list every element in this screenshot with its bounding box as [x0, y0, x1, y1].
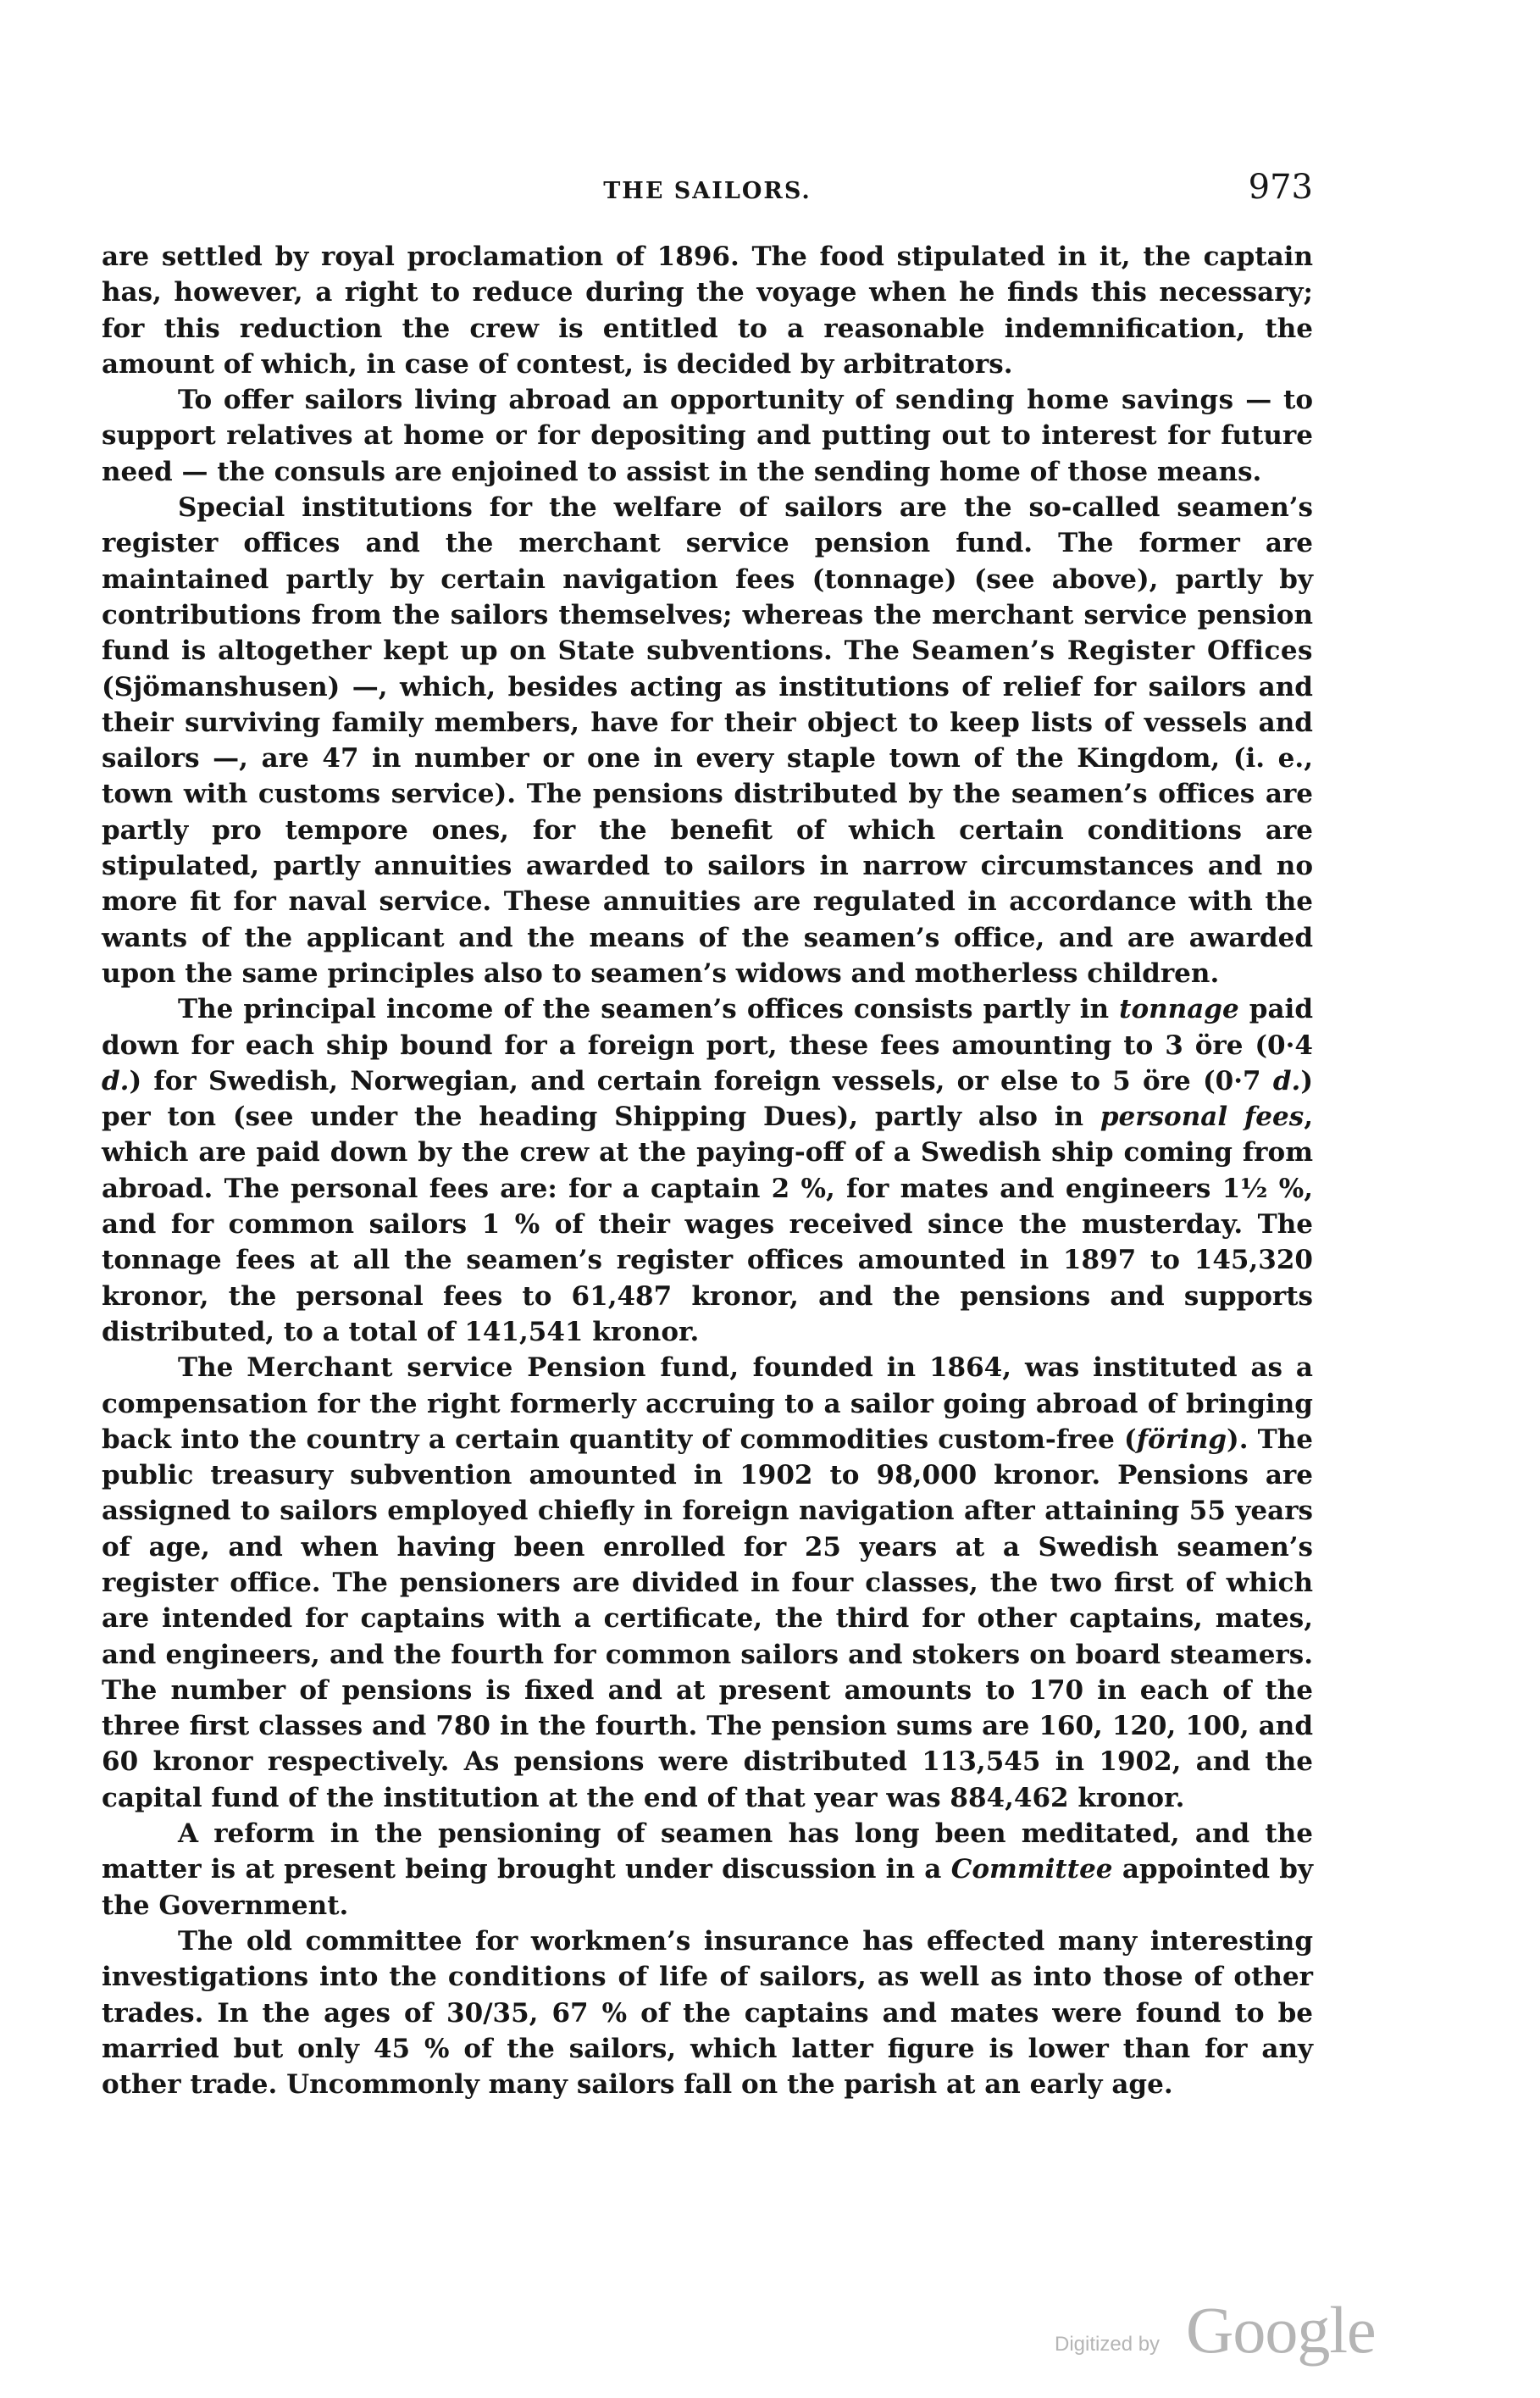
italic-term: d.	[102, 1065, 130, 1096]
running-title: THE SAILORS.	[603, 178, 812, 204]
paragraph-conditions-of-life	[102, 1923, 1313, 2102]
text-run: A reform in the pensioning of seamen has long been meditated, and the matter is at present being brought under discussion in a	[102, 1818, 1313, 1885]
paragraph-food-provisions	[102, 239, 1313, 382]
text-run: The old committee for workmen’s insurance has effected many interesting investigations into the	[102, 1925, 1313, 1993]
page-header	[102, 168, 1313, 219]
text-run: — to support relatives at home or for depositing and putting out to interest for future need — the consuls are enjoined to assist in the sending home of those means.	[102, 385, 1314, 487]
bold-term: sending home savings	[895, 385, 1234, 416]
paragraph-welfare-institutions	[102, 490, 1313, 991]
text-run: Special institutions for the welfare of sailors are the so-called seamen’s register offices and the merchant service pension fund. The former are maintained partly by certain navigation fees (tonnage) (see above), partly by contributions from the sailors themselves; whereas the merchant service pension fund is altogether kept up on State subventions. The	[102, 492, 1313, 667]
paragraph-seamens-offices-income	[102, 991, 1313, 1350]
text-run: The	[178, 1352, 247, 1384]
text-run: appointed by the Government.	[102, 1854, 1313, 1921]
bold-term: Seamen’s Register Offices	[911, 636, 1314, 667]
text-run: The principal income of the seamen’s offices consists partly in	[178, 994, 1120, 1025]
bold-term: Merchant service Pension fund,	[247, 1352, 740, 1384]
italic-term: Committee	[950, 1854, 1113, 1885]
text-run: of sailors, as well as into those of other trades. In the ages of 30/35, 67 % of the captains and mates were found to be married but only 45 % of the sailors, which latter figure is lower than for any other trade. Uncommonly many sailors fall on the parish at an early age.	[102, 1962, 1313, 2101]
italic-term: personal fees	[1100, 1102, 1305, 1133]
text-run: are settled by royal proclamation of 1896. The food stipulated in it, the captain has, however, a right to reduce during the voyage when he finds this necessary; for this reduction the crew is entitled to a reasonable indemnification, the amount of which, in case of contest, is decided by arbitrators.	[102, 241, 1313, 380]
italic-term: tonnage	[1119, 994, 1239, 1025]
watermark-prefix: Digitized by	[1055, 2333, 1161, 2356]
text-run: founded in 1864, was instituted as a compensation for the right formerly accruing to a sailor going abroad of bringing back into the country a certain quantity of commodities custom-free (	[102, 1352, 1314, 1455]
body-text	[102, 239, 1313, 2102]
google-logo: Google	[1186, 2293, 1376, 2367]
text-run: (Sjömanshusen) —, which, besides acting as institutions of relief for sailors and their surviving family members, have for their object to keep lists of vessels and sailors —, are 47 in number or one in every staple town of the Kingdom, (i. e., town with customs service). The pensions distributed by the seamen’s offices are partly pro tempore ones, for the benefit of which certain conditions are stipulated, partly annuities awarded to sailors in narrow circumstances and no more fit for naval service. These annuities are regulated in accordance with the wants of the applicant and the means of the seamen’s office, and are awarded upon the same principles also to seamen’s widows and motherless children.	[102, 671, 1313, 989]
bold-term: conditions of life	[447, 1962, 709, 1993]
text-run: ) for Swedish, Norwegian, and certain foreign vessels, or else to 5 öre (0·7	[129, 1065, 1273, 1096]
paragraph-sending-home-savings	[102, 382, 1313, 490]
paragraph-pension-reform	[102, 1816, 1313, 1923]
text-run: To offer sailors living abroad an opportunity of	[178, 385, 895, 416]
text-run: paid down for each ship bound for a foreign port, these fees amounting to 3 öre (0·4	[102, 994, 1313, 1061]
page-number: 973	[1248, 168, 1313, 207]
italic-term: d.	[1272, 1065, 1301, 1096]
text-run: , which are paid down by the crew at the paying-off of a Swedish ship coming from abroad. The personal fees are: for a captain 2 %, for mates and engineers 1½ %, and for common sailors 1 % of their wages received since the musterday. The tonnage fees at all the seamen’s register offices amounted in 1897 to 145,320 kronor, the personal fees to 61,487 kronor, and the pensions and supports distributed, to a total of 141,541 kronor.	[102, 1102, 1313, 1347]
digitized-by-google-watermark	[1055, 2284, 1377, 2368]
text-run: ) per ton (see under the heading Shipping Dues), partly also in	[102, 1065, 1313, 1133]
text-run: ). The public treasury subvention amounted in 1902 to 98,000 kronor. Pensions are assigned to sailors employed chiefly in foreign navigation after attaining 55 years of age, and when having been enrolled for 25 years at a Swedish seamen’s register office. The pensioners are divided in four classes, the two first of which are intended for captains with a certificate, the third for other captains, mates, and engineers, and the fourth for common sailors and stokers on board steamers. The number of pensions is fixed and at present amounts to 170 in each of the three first classes and 780 in the fourth. The pension sums are 160, 120, 100, and 60 kronor respectively. As pensions were distributed 113,545 in 1902, and the capital fund of the institution at the end of that year was 884,462 kronor.	[102, 1424, 1313, 1813]
paragraph-merchant-pension-fund	[102, 1350, 1313, 1816]
italic-term: föring	[1136, 1424, 1227, 1455]
